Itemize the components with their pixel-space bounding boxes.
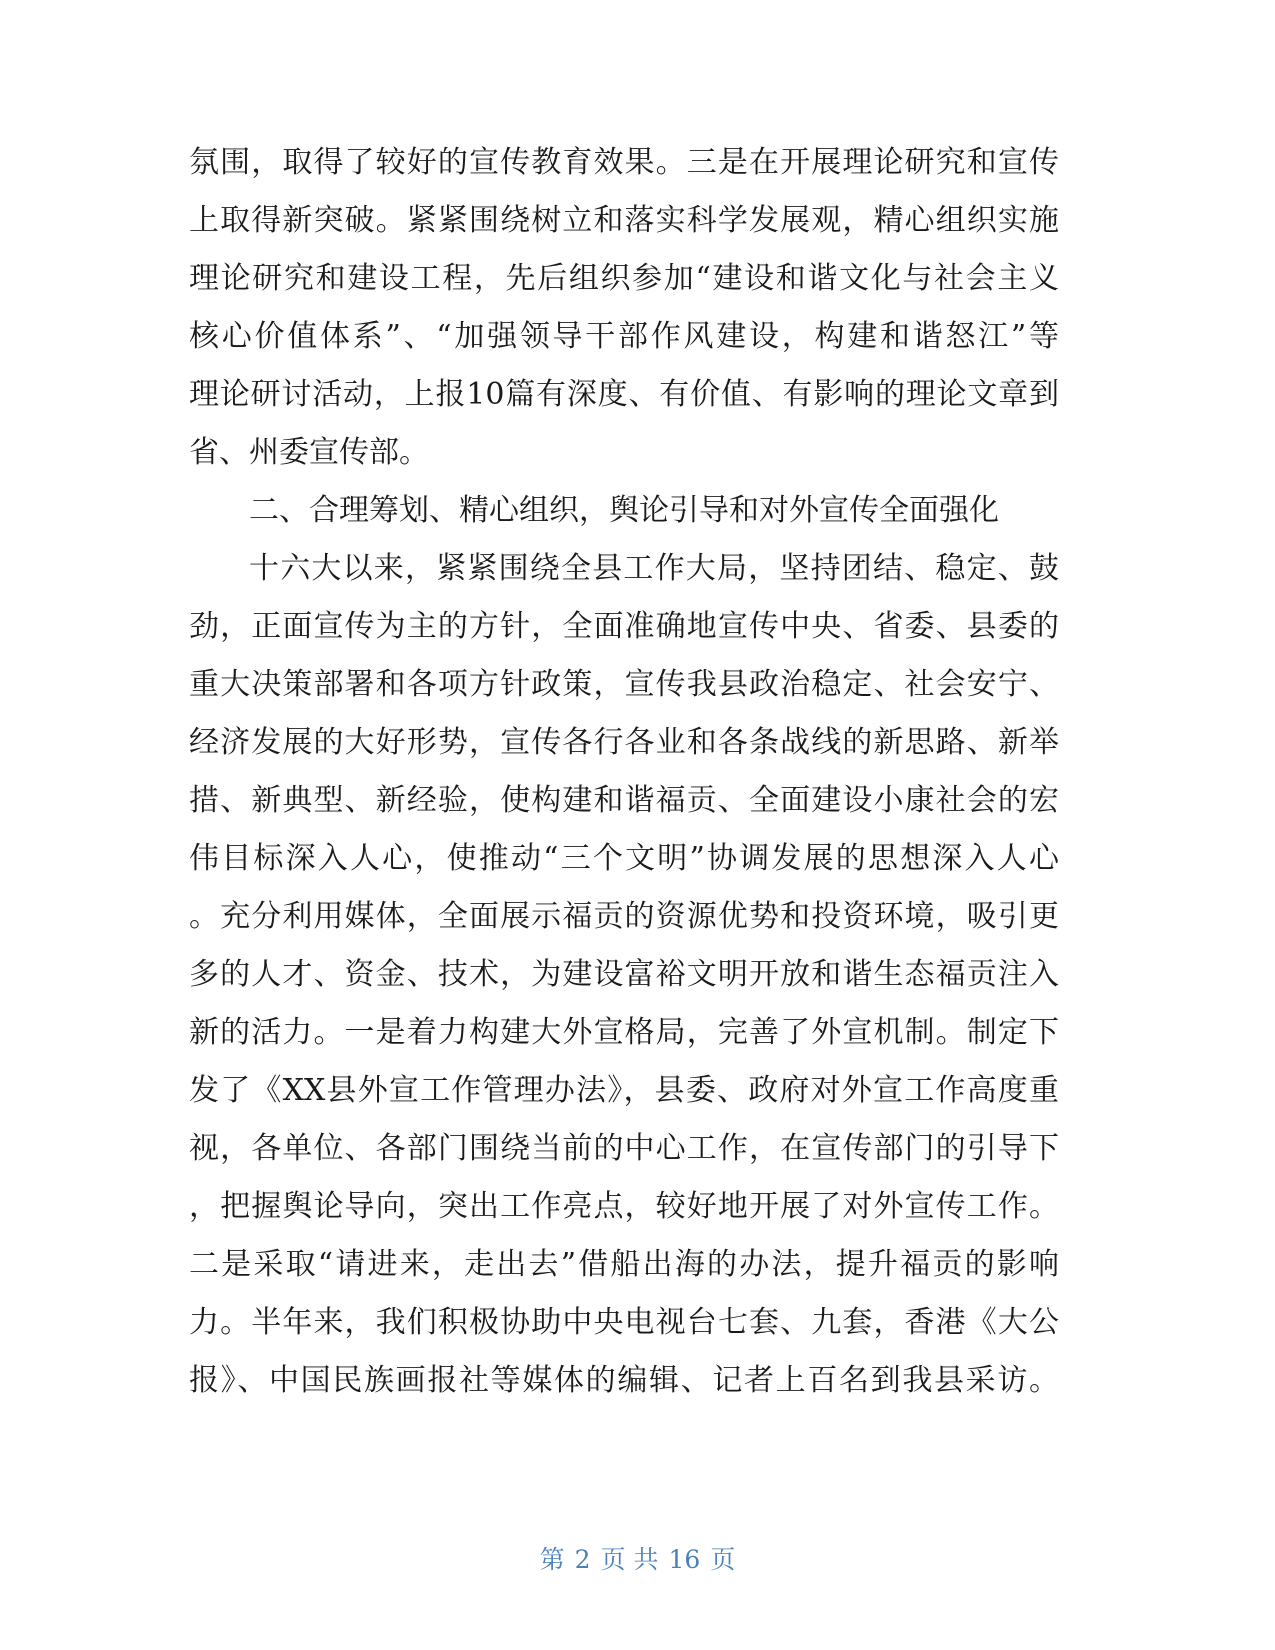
- body-line: 报》、中国民族画报社等媒体的编辑、记者上百名到我县采访。: [189, 1363, 1059, 1398]
- body-line: 二是采取“请进来，走出去”借船出海的办法，提升福贡的影响: [189, 1247, 1059, 1282]
- body-line: 重大决策部署和各项方针政策，宣传我县政治稳定、社会安宁、: [189, 667, 1059, 702]
- body-line: 十六大以来，紧紧围绕全县工作大局，坚持团结、稳定、鼓: [249, 551, 1059, 586]
- footer-suffix: 页: [710, 1545, 736, 1574]
- body-line: 多的人才、资金、技术，为建设富裕文明开放和谐生态福贡注入: [189, 957, 1059, 992]
- body-line: 力。半年来，我们积极协助中央电视台七套、九套，香港《大公: [189, 1305, 1059, 1340]
- body-line: 核心价值体系”、“加强领导干部作风建设，构建和谐怒江”等: [189, 319, 1059, 354]
- body-line: 省、州委宣传部。: [189, 435, 429, 470]
- body-line: 劲，正面宣传为主的方针，全面准确地宣传中央、省委、县委的: [189, 609, 1059, 644]
- body-line: 理论研讨活动，上报10篇有深度、有价值、有影响的理论文章到: [189, 377, 1059, 412]
- current-page-number: 2: [574, 1545, 591, 1574]
- body-line: 伟目标深入人心，使推动“三个文明”协调发展的思想深入人心: [189, 841, 1059, 876]
- body-line: 经济发展的大好形势，宣传各行各业和各条战线的新思路、新举: [189, 725, 1059, 760]
- body-line: 理论研究和建设工程，先后组织参加“建设和谐文化与社会主义: [189, 261, 1059, 296]
- section-heading: 二、合理筹划、精心组织，舆论引导和对外宣传全面强化: [249, 493, 999, 528]
- footer-middle: 页 共: [600, 1545, 659, 1574]
- body-line: 新的活力。一是着力构建大外宣格局，完善了外宣机制。制定下: [189, 1015, 1059, 1050]
- page-footer: [0, 1540, 1275, 1580]
- total-pages-number: 16: [668, 1545, 701, 1574]
- body-line: 措、新典型、新经验，使构建和谐福贡、全面建设小康社会的宏: [189, 783, 1059, 818]
- footer-prefix: 第: [539, 1545, 565, 1574]
- body-line: ，把握舆论导向，突出工作亮点，较好地开展了对外宣传工作。: [189, 1189, 1059, 1224]
- body-line: 上取得新突破。紧紧围绕树立和落实科学发展观，精心组织实施: [189, 203, 1059, 238]
- body-line: 发了《XX县外宣工作管理办法》，县委、政府对外宣工作高度重: [189, 1073, 1059, 1108]
- body-line: 视，各单位、各部门围绕当前的中心工作，在宣传部门的引导下: [189, 1131, 1059, 1166]
- body-line: 。充分利用媒体，全面展示福贡的资源优势和投资环境，吸引更: [189, 899, 1059, 934]
- body-line: 氛围，取得了较好的宣传教育效果。三是在开展理论研究和宣传: [189, 145, 1059, 180]
